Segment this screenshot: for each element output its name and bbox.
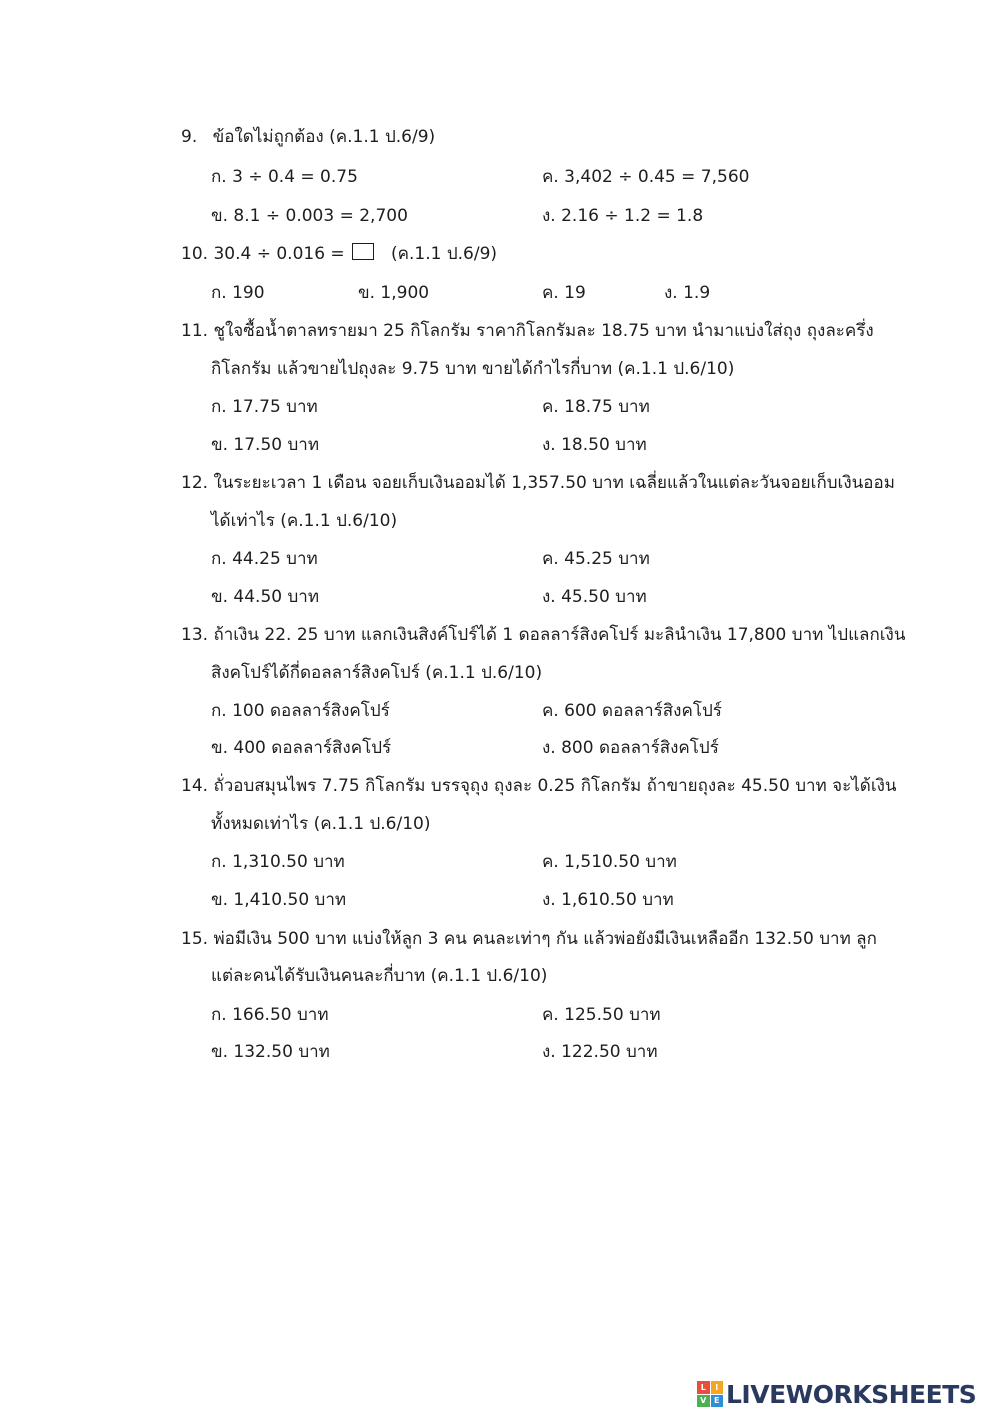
q15-choice-d[interactable]: ง. 122.50 บาท: [542, 1042, 658, 1062]
q15-choice-a[interactable]: ก. 166.50 บาท: [211, 1005, 329, 1025]
q14-choice-a[interactable]: ก. 1,310.50 บาท: [211, 852, 345, 872]
q10-choice-a[interactable]: ก. 190: [211, 283, 265, 303]
logo-tile: E: [711, 1395, 724, 1408]
question-stem: ชูใจซื้อน้ำตาลทรายมา 25 กิโลกรัม ราคากิโลกรัมละ 18.75 บาท นำมาแบ่งใส่ถุง ถุงละครึ่ง: [213, 321, 874, 341]
question-11-text-line2: กิโลกรัม แล้วขายไปถุงละ 9.75 บาท ขายได้กำไรกี่บาท (ค.1.1 ป.6/10): [211, 359, 735, 379]
q9-choice-d[interactable]: ง. 2.16 ÷ 1.2 = 1.8: [542, 206, 704, 226]
question-15-text: [181, 928, 877, 950]
q9-choice-b[interactable]: ข. 8.1 ÷ 0.003 = 2,700: [211, 206, 408, 226]
question-stem: ถ้าเงิน 22. 25 บาท แลกเงินสิงค์โปร์ได้ 1 ดอลลาร์สิงคโปร์ มะลินำเงิน 17,800 บาท ไปแลกเงิน: [213, 625, 906, 645]
q12-choice-c[interactable]: ค. 45.25 บาท: [542, 549, 650, 569]
question-stem: ข้อใดไม่ถูกต้อง (ค.1.1 ป.6/9): [212, 127, 436, 147]
q13-choice-c[interactable]: ค. 600 ดอลลาร์สิงคโปร์: [542, 701, 722, 721]
answer-box[interactable]: [352, 243, 374, 260]
q14-choice-b[interactable]: ข. 1,410.50 บาท: [211, 890, 347, 910]
question-stem: พ่อมีเงิน 500 บาท แบ่งให้ลูก 3 คน คนละเท่าๆ กัน แล้วพ่อยังมีเงินเหลืออีก 132.50 บาท ลูก: [213, 929, 877, 949]
logo-tile: L: [697, 1381, 710, 1394]
question-14-text-line2: ทั้งหมดเท่าไร (ค.1.1 ป.6/10): [211, 814, 431, 834]
q15-choice-c[interactable]: ค. 125.50 บาท: [542, 1005, 661, 1025]
question-number: 10.: [181, 244, 209, 264]
question-9-text: [181, 126, 435, 148]
question-11-text: [181, 320, 874, 342]
question-number: 14.: [181, 776, 209, 796]
q13-choice-b[interactable]: ข. 400 ดอลลาร์สิงคโปร์: [211, 738, 392, 758]
q11-choice-c[interactable]: ค. 18.75 บาท: [542, 397, 650, 417]
logo-tile: I: [711, 1381, 724, 1394]
question-13-text-line2: สิงคโปร์ได้กี่ดอลลาร์สิงคโปร์ (ค.1.1 ป.6/10): [211, 663, 543, 683]
question-13-text: [181, 624, 905, 646]
question-stem: ในระยะเวลา 1 เดือน จอยเก็บเงินออมได้ 1,357.50 บาท เฉลี่ยแล้วในแต่ละวันจอยเก็บเงินออม: [213, 473, 895, 493]
q12-choice-a[interactable]: ก. 44.25 บาท: [211, 549, 318, 569]
question-number: 12.: [181, 473, 209, 493]
q10-choice-d[interactable]: ง. 1.9: [664, 283, 711, 303]
question-12-text-line2: ได้เท่าไร (ค.1.1 ป.6/10): [211, 511, 398, 531]
q9-choice-a[interactable]: ก. 3 ÷ 0.4 = 0.75: [211, 167, 358, 187]
question-stem: ถั่วอบสมุนไพร 7.75 กิโลกรัม บรรจุถุง ถุงละ 0.25 กิโลกรัม ถ้าขายถุงละ 45.50 บาท จะได้เงิน: [213, 776, 897, 796]
liveworksheets-logo-icon: [697, 1381, 723, 1407]
question-number: 11.: [181, 321, 209, 341]
q14-choice-d[interactable]: ง. 1,610.50 บาท: [542, 890, 674, 910]
q12-choice-b[interactable]: ข. 44.50 บาท: [211, 587, 320, 607]
q9-choice-c[interactable]: ค. 3,402 ÷ 0.45 = 7,560: [542, 167, 750, 187]
question-10-text: [181, 243, 345, 265]
question-number: 15.: [181, 929, 209, 949]
q13-choice-a[interactable]: ก. 100 ดอลลาร์สิงคโปร์: [211, 701, 390, 721]
liveworksheets-watermark: [697, 1378, 976, 1410]
q11-choice-b[interactable]: ข. 17.50 บาท: [211, 435, 320, 455]
question-14-text: [181, 775, 897, 797]
q11-choice-a[interactable]: ก. 17.75 บาท: [211, 397, 318, 417]
q10-choice-b[interactable]: ข. 1,900: [358, 283, 430, 303]
liveworksheets-text: LIVEWORKSHEETS: [726, 1379, 977, 1409]
question-stem: 30.4 ÷ 0.016 =: [213, 244, 345, 264]
question-number: 9.: [181, 127, 198, 147]
question-10-reference: (ค.1.1 ป.6/9): [391, 244, 498, 264]
q11-choice-d[interactable]: ง. 18.50 บาท: [542, 435, 647, 455]
question-number: 13.: [181, 625, 209, 645]
logo-tile: V: [697, 1395, 710, 1408]
question-15-text-line2: แต่ละคนได้รับเงินคนละกี่บาท (ค.1.1 ป.6/10): [211, 966, 548, 986]
question-12-text: [181, 472, 895, 494]
q12-choice-d[interactable]: ง. 45.50 บาท: [542, 587, 647, 607]
q15-choice-b[interactable]: ข. 132.50 บาท: [211, 1042, 330, 1062]
q14-choice-c[interactable]: ค. 1,510.50 บาท: [542, 852, 677, 872]
q10-choice-c[interactable]: ค. 19: [542, 283, 586, 303]
q13-choice-d[interactable]: ง. 800 ดอลลาร์สิงคโปร์: [542, 738, 719, 758]
